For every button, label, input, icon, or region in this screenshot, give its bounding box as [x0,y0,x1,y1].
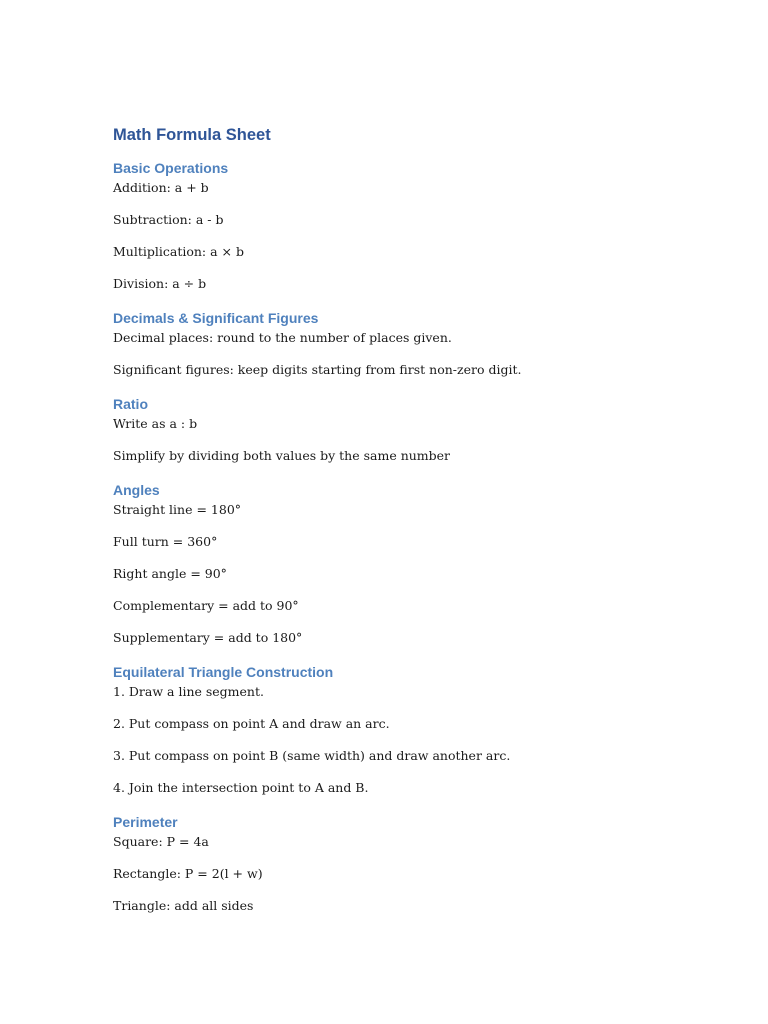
formula-line: Multiplication: a × b [113,244,244,259]
formula-line: Write as a : b [113,416,198,431]
formula-line: Addition: a + b [113,180,209,195]
page-title: Math Formula Sheet [113,126,271,144]
step-line: 1. Draw a line segment. [113,684,264,699]
formula-line: Division: a ÷ b [113,276,207,291]
formula-line: Full turn = 360° [113,534,218,549]
section-heading: Decimals & Significant Figures [113,310,319,326]
formula-line: Triangle: add all sides [113,898,254,913]
formula-line: Decimal places: round to the number of places given. [113,330,452,345]
section-equilateral-triangle-construction [113,662,673,796]
section-heading: Basic Operations [113,160,229,176]
formula-line: Subtraction: a - b [113,212,224,227]
formula-line: Rectangle: P = 2(l + w) [113,866,263,881]
section-perimeter [113,812,673,914]
section-heading: Perimeter [113,814,178,830]
step-line: 4. Join the intersection point to A and B. [113,780,369,795]
section-heading: Angles [113,482,160,498]
section-heading: Equilateral Triangle Construction [113,664,334,680]
step-line: 3. Put compass on point B (same width) and draw another arc. [113,748,511,763]
section-decimals-significant-figures [113,308,673,378]
section-angles [113,480,673,646]
section-heading: Ratio [113,396,148,412]
section-basic-operations [113,158,673,292]
formula-line: Complementary = add to 90° [113,598,299,613]
formula-line: Square: P = 4a [113,834,209,849]
formula-line: Right angle = 90° [113,566,227,581]
formula-line: Straight line = 180° [113,502,242,517]
section-ratio [113,394,673,464]
formula-line: Significant figures: keep digits starting from first non-zero digit. [113,362,522,377]
formula-line: Supplementary = add to 180° [113,630,303,645]
step-line: 2. Put compass on point A and draw an arc. [113,716,390,731]
document-page [113,122,673,914]
formula-line: Simplify by dividing both values by the same number [113,448,451,463]
